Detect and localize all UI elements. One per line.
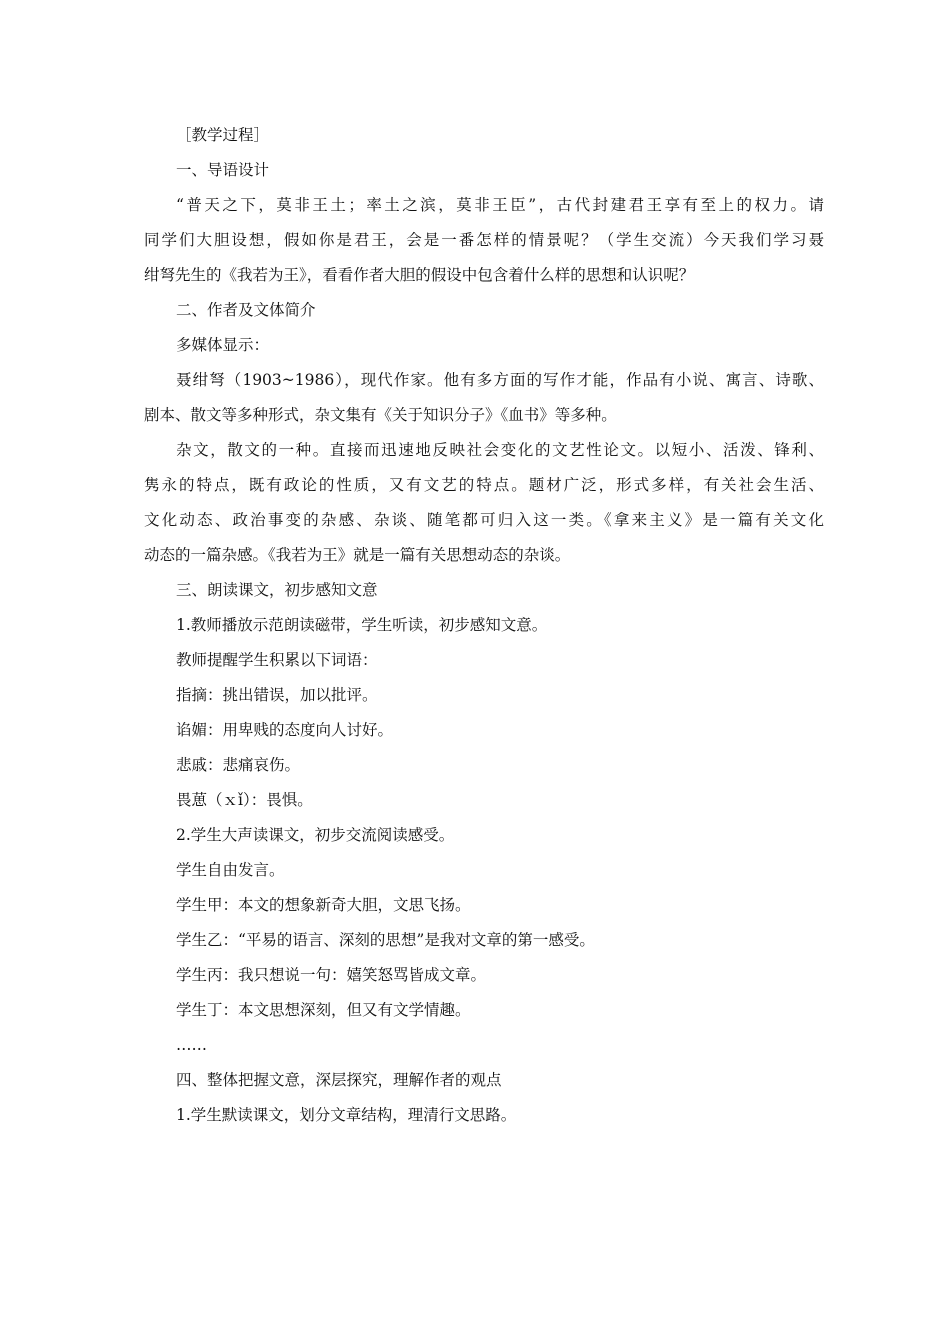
text-line-16: 教师提醒学生积累以下词语： <box>176 651 378 669</box>
text-line-10: 杂文，散文的一种。直接而迅速地反映社会变化的文艺性论文。以短小、活泼、锋利、 <box>176 441 824 459</box>
text-line-29: 1.学生默读课文，划分文章结构，理清行文思路。 <box>176 1106 517 1124</box>
text-line-22: 学生自由发言。 <box>176 861 285 879</box>
text-line-24: 学生乙：“平易的语言、深刻的思想”是我对文章的第一感受。 <box>176 931 595 949</box>
text-line-3: “普天之下，莫非王土；率土之滨，莫非王臣”，古代封建君王享有至上的权力。请 <box>176 196 824 214</box>
text-line-12: 文化动态、政治事变的杂感、杂谈、随笔都可归入这一类。《拿来主义》是一篇有关文化 <box>144 511 824 529</box>
text-line-13: 动态的一篇杂感。《我若为王》就是一篇有关思想动态的杂谈。 <box>144 546 571 564</box>
text-line-21: 2.学生大声读课文，初步交流阅读感受。 <box>176 826 455 844</box>
text-line-6: 二、作者及文体简介 <box>176 301 316 319</box>
text-line-15: 1.教师播放示范朗读磁带，学生听读，初步感知文意。 <box>176 616 548 634</box>
text-line-23: 学生甲：本文的想象新奇大胆，文思飞扬。 <box>176 896 471 914</box>
text-line-18: 谄媚：用卑贱的态度向人讨好。 <box>176 721 394 739</box>
text-line-2: 一、导语设计 <box>176 161 270 179</box>
text-line-4: 同学们大胆设想，假如你是君王，会是一番怎样的情景呢？（学生交流）今天我们学习聂 <box>144 231 824 249</box>
text-line-11: 隽永的特点，既有政论的性质，又有文艺的特点。题材广泛，形式多样，有关社会生活、 <box>144 476 824 494</box>
text-line-14: 三、朗读课文，初步感知文意 <box>176 581 378 599</box>
text-line-8: 聂绀弩（1903~1986），现代作家。他有多方面的写作才能，作品有小说、寓言、诗歌、 <box>176 371 824 389</box>
text-line-17: 指摘：挑出错误，加以批评。 <box>176 686 378 704</box>
text-line-27: …… <box>176 1036 207 1054</box>
text-line-26: 学生丁：本文思想深刻，但又有文学情趣。 <box>176 1001 471 1019</box>
text-line-9: 剧本、散文等多种形式，杂文集有《关于知识分子》《血书》等多种。 <box>144 406 617 424</box>
text-line-25: 学生丙：我只想说一句：嬉笑怒骂皆成文章。 <box>176 966 487 984</box>
text-line-7: 多媒体显示： <box>176 336 270 354</box>
text-line-20: 畏葸（ｘǐ）：畏惧。 <box>176 791 313 809</box>
text-line-28: 四、整体把握文意，深层探究，理解作者的观点 <box>176 1071 502 1089</box>
text-line-5: 绀弩先生的《我若为王》，看看作者大胆的假设中包含着什么样的思想和认识呢？ <box>144 266 695 284</box>
text-line-1: ［教学过程］ <box>176 126 270 144</box>
text-line-19: 悲戚：悲痛哀伤。 <box>176 756 301 774</box>
document-body <box>144 118 824 1133</box>
